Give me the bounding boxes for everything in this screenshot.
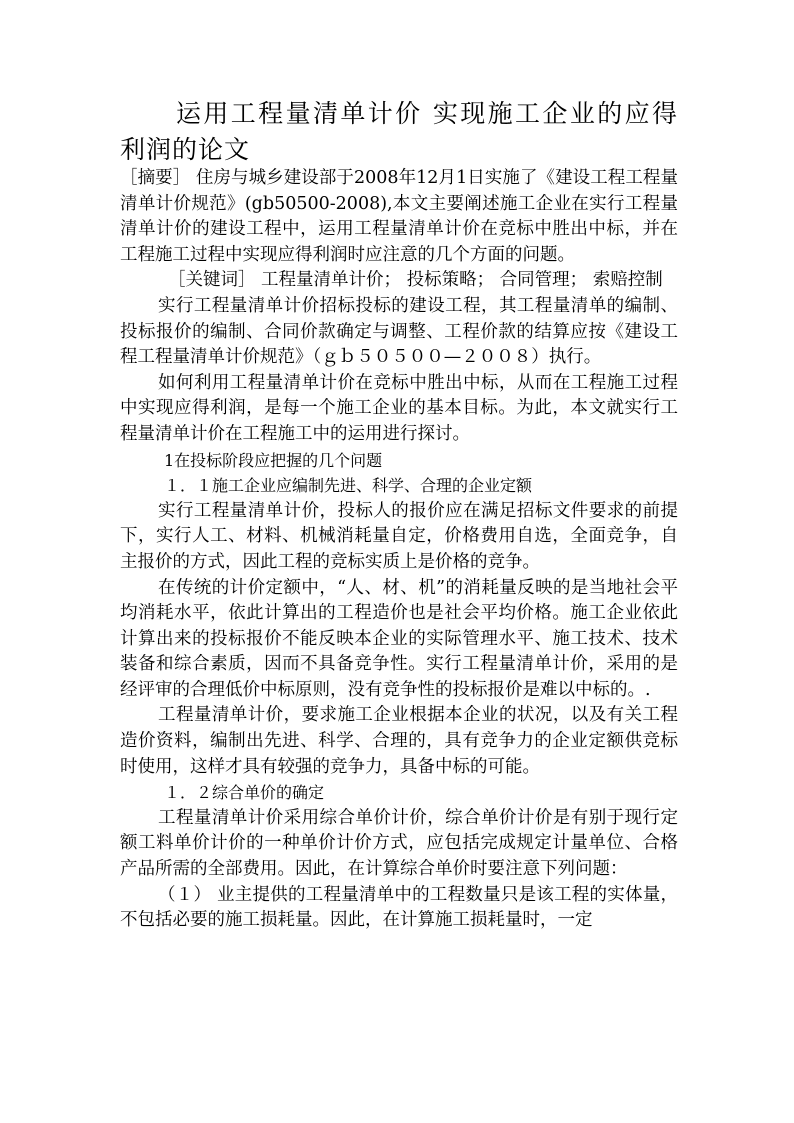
body-paragraph: 实行工程量清单计价，投标人的报价应在满足招标文件要求的前提下，实行人工、材料、机械消耗量自定，价格费用自选，全面竞争，自主报价的方式，因此工程的竞标实质上是价格的竞争。: [120, 500, 678, 572]
body-paragraph: 如何利用工程量清单计价在竞标中胜出中标，从而在工程施工过程中实现应得利润，是每一个施工企业的基本目标。为此，本文就实行工程量清单计价在工程施工中的运用进行探讨。: [120, 372, 678, 444]
body-paragraph: 实行工程量清单计价招标投标的建设工程，其工程量清单的编制、投标报价的编制、合同价款确定与调整、工程价款的结算应按《建设工程工程量清单计价规范》（ｇｂ５０５００—２００８）执行。: [120, 295, 678, 368]
document-title: 运用工程量清单计价 实现施工企业的应得利润的论文: [120, 99, 678, 164]
abstract-paragraph: ［摘要］ 住房与城乡建设部于2008年12月1日实施了《建设工程工程量清单计价规范》(gb50500-2008),本文主要阐述施工企业在实行工程量清单计价的建设工程中，运用工程量清单计价在竞标中胜出中标，并在工程施工过程中实现应得利润时应注意的几个方面的问题。: [120, 168, 678, 265]
body-paragraph: 工程量清单计价，要求施工企业根据本企业的状况，以及有关工程造价资料，编制出先进、科学、合理的，具有竞争力的企业定额供竞标时使用，这样才具有较强的竞争力，具备中标的可能。: [120, 705, 678, 777]
subsection-heading: １．１施工企业应编制先进、科学、合理的企业定额: [164, 476, 533, 496]
section-heading: 1在投标阶段应把握的几个问题: [164, 450, 383, 470]
body-paragraph: 工程量清单计价采用综合单价计价，综合单价计价是有别于现行定额工料单价计价的一种单价计价方式，应包括完成规定计量单位、合格产品所需的全部费用。因此，在计算综合单价时要注意下列问题：: [120, 807, 678, 880]
subsection-heading: １．２综合单价的确定: [164, 783, 325, 803]
document-body: [120, 166, 678, 934]
body-paragraph: 在传统的计价定额中，“人、材、机”的消耗量反映的是当地社会平均消耗水平，依此计算出的工程造价也是社会平均价格。施工企业依此计算出来的投标报价不能反映本企业的实际管理水平、施工技术、技术装备和综合素质，因而不具备竞争性。实行工程量清单计价，采用的是经评审的合理低价中标原则，没有竞争性的投标报价是难以中标的。.: [120, 577, 678, 700]
body-paragraph: （１） 业主提供的工程量清单中的工程数量只是该工程的实体量，不包括必要的施工损耗量。因此，在计算施工损耗量时，一定: [120, 884, 678, 931]
keywords-paragraph: ［关键词］ 工程量清单计价； 投标策略； 合同管理； 索赔控制: [168, 270, 663, 291]
